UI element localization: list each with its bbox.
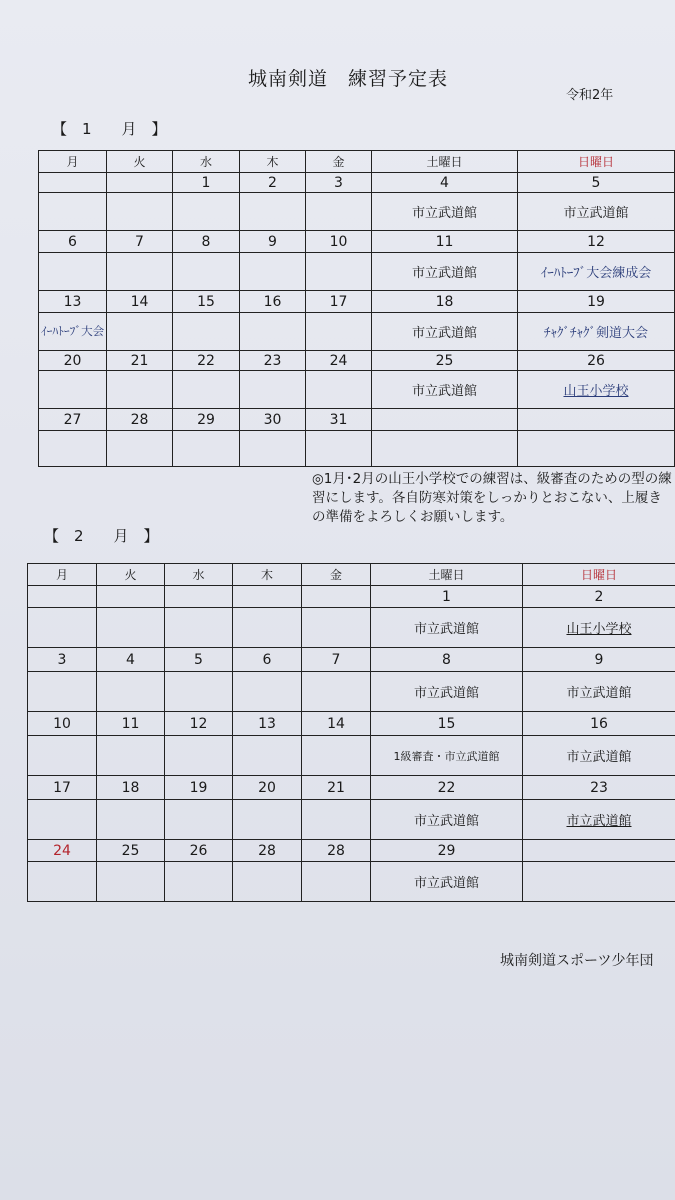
weekday-mon: 月 [39, 151, 107, 173]
date-cell: 4 [97, 648, 165, 672]
event-cell [306, 253, 372, 291]
date-cell: 28 [302, 840, 371, 862]
event-row [28, 800, 675, 840]
date-cell: 11 [372, 231, 518, 253]
event-cell [306, 313, 372, 351]
date-cell: 1 [371, 586, 523, 608]
event-cell [28, 862, 97, 902]
page-title: 城南剣道 練習予定表 [248, 68, 449, 90]
date-cell: 5 [165, 648, 233, 672]
date-cell: 25 [97, 840, 165, 862]
event-cell: 市立武道館 [372, 371, 518, 409]
date-cell: 28 [107, 409, 173, 431]
date-cell: 18 [97, 776, 165, 800]
date-row [28, 776, 675, 800]
date-cell: 5 [518, 173, 675, 193]
event-cell [165, 672, 233, 712]
date-cell: 24 [28, 840, 97, 862]
weekday-mon: 月 [28, 564, 97, 586]
event-cell: 山王小学校 [518, 371, 675, 409]
event-cell: 市立武道館 [523, 672, 675, 712]
weekday-sat: 土曜日 [372, 151, 518, 173]
event-cell [165, 736, 233, 776]
event-cell [107, 193, 173, 231]
event-cell [173, 193, 240, 231]
weekday-wed: 水 [173, 151, 240, 173]
event-row [28, 862, 675, 902]
weekday-thu: 木 [233, 564, 302, 586]
date-row [28, 648, 675, 672]
date-row [39, 231, 675, 253]
event-cell: 市立武道館 [523, 736, 675, 776]
weekday-header [28, 564, 675, 586]
date-cell: 6 [39, 231, 107, 253]
date-row [28, 712, 675, 736]
date-cell: 2 [523, 586, 675, 608]
date-cell: 26 [165, 840, 233, 862]
event-cell [240, 253, 306, 291]
event-cell [306, 371, 372, 409]
date-cell: 24 [306, 351, 372, 371]
event-cell: 市立武道館 [518, 193, 675, 231]
era-label: 令和2年 [566, 88, 614, 103]
event-cell [233, 608, 302, 648]
event-cell [165, 608, 233, 648]
date-cell: 19 [518, 291, 675, 313]
january-calendar [38, 150, 675, 467]
event-row [28, 672, 675, 712]
date-cell [518, 409, 675, 431]
event-cell: 山王小学校 [523, 608, 675, 648]
event-cell: 市立武道館 [372, 193, 518, 231]
date-cell [39, 173, 107, 193]
event-cell [97, 862, 165, 902]
date-row [28, 586, 675, 608]
date-cell: 20 [233, 776, 302, 800]
event-cell [306, 431, 372, 467]
date-cell: 25 [372, 351, 518, 371]
weekday-sun: 日曜日 [523, 564, 675, 586]
date-cell: 30 [240, 409, 306, 431]
event-cell [372, 431, 518, 467]
date-cell: 28 [233, 840, 302, 862]
event-row [39, 253, 675, 291]
event-cell [306, 193, 372, 231]
date-cell [165, 586, 233, 608]
date-cell: 12 [165, 712, 233, 736]
date-row [28, 840, 675, 862]
date-row [39, 409, 675, 431]
event-cell [302, 608, 371, 648]
date-cell: 13 [233, 712, 302, 736]
event-cell: 市立武道館 [372, 253, 518, 291]
event-cell [240, 313, 306, 351]
event-cell [28, 608, 97, 648]
event-cell: ﾁｬｸﾞﾁｬｸﾞ剣道大会 [518, 313, 675, 351]
date-cell: 15 [371, 712, 523, 736]
event-cell [233, 672, 302, 712]
date-cell: 7 [302, 648, 371, 672]
weekday-sun: 日曜日 [518, 151, 675, 173]
weekday-fri: 金 [306, 151, 372, 173]
event-cell [240, 193, 306, 231]
event-cell [302, 672, 371, 712]
event-cell: 市立武道館 [371, 862, 523, 902]
date-cell: 20 [39, 351, 107, 371]
date-cell: 19 [165, 776, 233, 800]
date-cell: 7 [107, 231, 173, 253]
date-cell: 14 [302, 712, 371, 736]
date-cell: 16 [240, 291, 306, 313]
event-cell [107, 253, 173, 291]
event-cell [28, 736, 97, 776]
date-cell: 26 [518, 351, 675, 371]
event-cell: 市立武道館 [523, 800, 675, 840]
event-cell [302, 736, 371, 776]
practice-note: ◎1月･2月の山王小学校での練習は、級審査のための型の練習にします。各自防寒対策をしっかりとおこない、上履きの準備をよろしくお願いします。 [312, 471, 672, 525]
date-row [39, 173, 675, 193]
event-cell [233, 800, 302, 840]
date-cell: 13 [39, 291, 107, 313]
date-cell: 16 [523, 712, 675, 736]
date-cell [97, 586, 165, 608]
date-cell [302, 586, 371, 608]
event-cell [173, 313, 240, 351]
event-cell [28, 672, 97, 712]
event-cell [97, 736, 165, 776]
event-cell [518, 431, 675, 467]
event-cell [107, 313, 173, 351]
date-cell: 22 [173, 351, 240, 371]
event-cell: ｲｰﾊﾄｰﾌﾞ大会練成会 [518, 253, 675, 291]
weekday-sat: 土曜日 [371, 564, 523, 586]
event-cell [39, 371, 107, 409]
date-cell: 21 [107, 351, 173, 371]
weekday-tue: 火 [107, 151, 173, 173]
date-cell: 3 [28, 648, 97, 672]
date-cell: 11 [97, 712, 165, 736]
event-cell [97, 800, 165, 840]
event-cell [173, 253, 240, 291]
event-cell [39, 193, 107, 231]
event-cell: 市立武道館 [371, 800, 523, 840]
date-cell: 6 [233, 648, 302, 672]
event-cell [28, 800, 97, 840]
date-cell: 4 [372, 173, 518, 193]
date-cell: 10 [28, 712, 97, 736]
event-row [39, 431, 675, 467]
date-row [39, 351, 675, 371]
date-cell: 14 [107, 291, 173, 313]
event-row [28, 608, 675, 648]
event-cell [233, 736, 302, 776]
date-cell: 2 [240, 173, 306, 193]
event-row [39, 193, 675, 231]
event-cell [233, 862, 302, 902]
event-cell [302, 862, 371, 902]
date-cell [233, 586, 302, 608]
event-cell [97, 608, 165, 648]
date-cell: 15 [173, 291, 240, 313]
event-row [39, 313, 675, 351]
date-cell [372, 409, 518, 431]
event-cell [173, 431, 240, 467]
event-cell [165, 800, 233, 840]
event-cell [107, 371, 173, 409]
date-cell: 22 [371, 776, 523, 800]
january-label: 【 1 月 】 [52, 120, 167, 138]
organization-name: 城南剣道スポーツ少年団 [500, 953, 654, 969]
date-cell: 1 [173, 173, 240, 193]
date-cell [107, 173, 173, 193]
february-calendar [27, 563, 675, 902]
date-cell: 12 [518, 231, 675, 253]
event-cell [39, 431, 107, 467]
event-cell [240, 431, 306, 467]
date-cell [523, 840, 675, 862]
date-cell: 17 [306, 291, 372, 313]
date-cell: 8 [371, 648, 523, 672]
weekday-wed: 水 [165, 564, 233, 586]
event-cell: ｲｰﾊﾄｰﾌﾞ大会 [39, 313, 107, 351]
date-cell: 23 [523, 776, 675, 800]
event-cell [97, 672, 165, 712]
date-cell: 21 [302, 776, 371, 800]
event-cell: 1級審査・市立武道館 [371, 736, 523, 776]
weekday-thu: 木 [240, 151, 306, 173]
event-cell: 市立武道館 [372, 313, 518, 351]
event-row [39, 371, 675, 409]
february-label: 【 2 月 】 [44, 527, 159, 545]
date-row [39, 291, 675, 313]
event-cell [39, 253, 107, 291]
event-cell [240, 371, 306, 409]
date-cell: 3 [306, 173, 372, 193]
date-cell: 9 [240, 231, 306, 253]
weekday-header [39, 151, 675, 173]
event-cell [523, 862, 675, 902]
date-cell: 29 [173, 409, 240, 431]
date-cell: 31 [306, 409, 372, 431]
date-cell: 23 [240, 351, 306, 371]
event-cell [302, 800, 371, 840]
event-cell [165, 862, 233, 902]
event-row [28, 736, 675, 776]
event-cell [173, 371, 240, 409]
date-cell: 18 [372, 291, 518, 313]
event-cell: 市立武道館 [371, 672, 523, 712]
date-cell: 9 [523, 648, 675, 672]
weekday-fri: 金 [302, 564, 371, 586]
date-cell: 10 [306, 231, 372, 253]
event-cell: 市立武道館 [371, 608, 523, 648]
date-cell: 29 [371, 840, 523, 862]
date-cell [28, 586, 97, 608]
date-cell: 27 [39, 409, 107, 431]
weekday-tue: 火 [97, 564, 165, 586]
event-cell [107, 431, 173, 467]
date-cell: 8 [173, 231, 240, 253]
date-cell: 17 [28, 776, 97, 800]
